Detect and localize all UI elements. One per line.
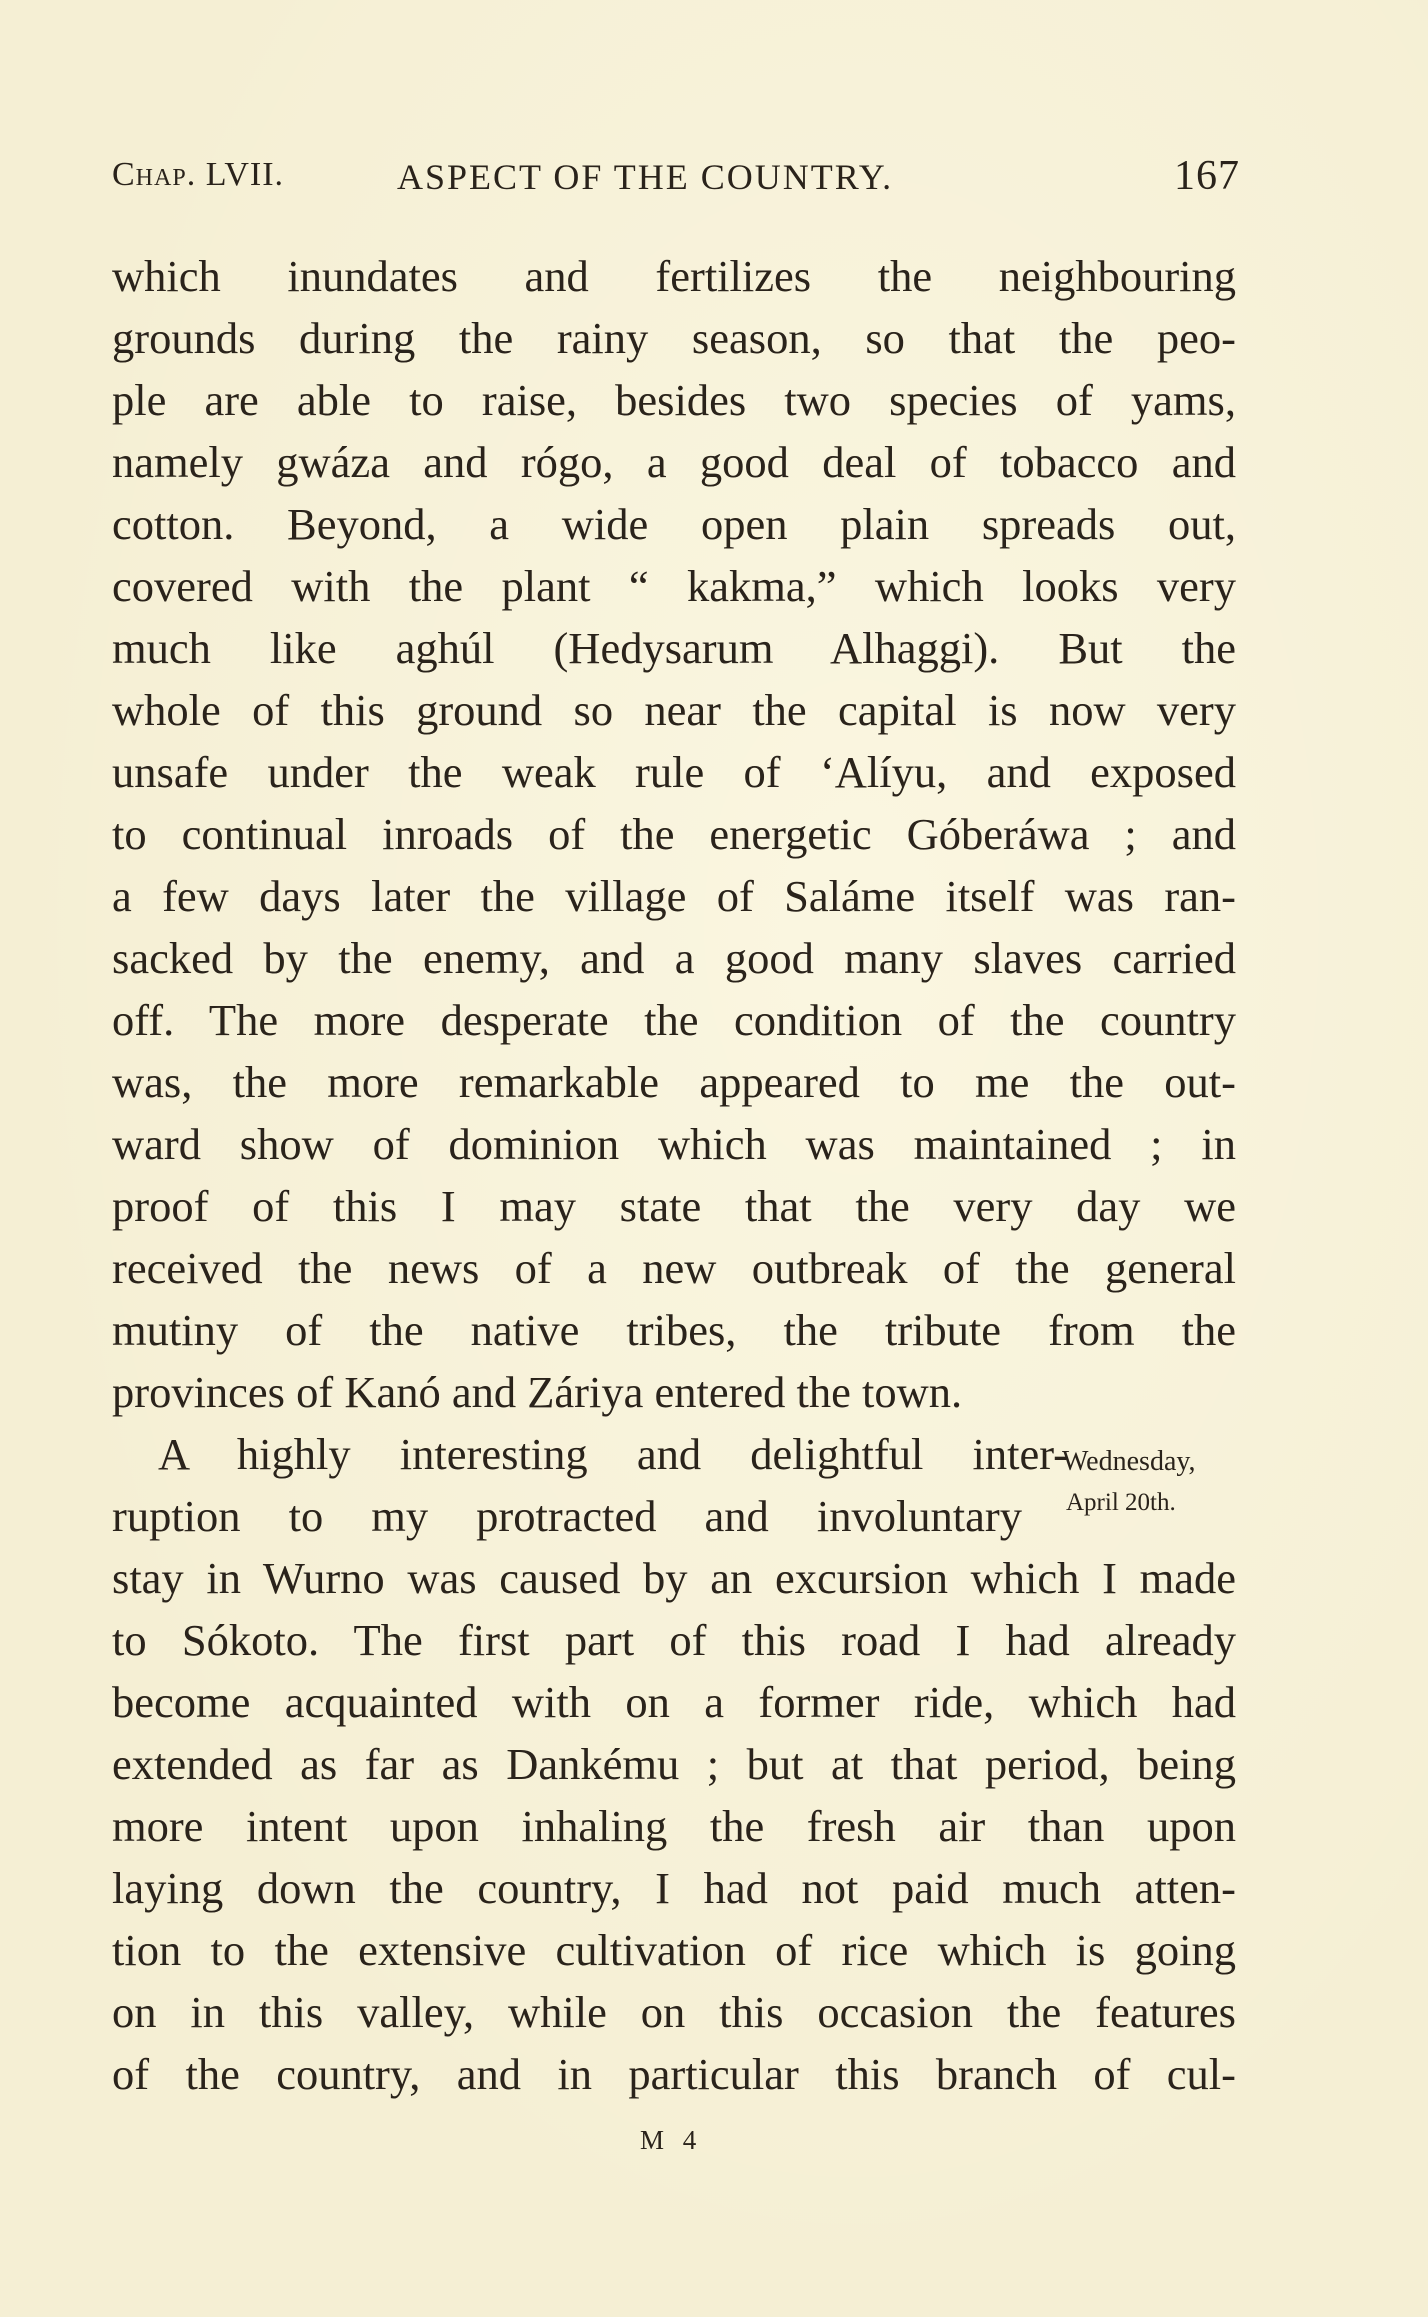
text-line: was, the more remarkable appeared to me the out-: [112, 1057, 1236, 1107]
text-line: mutiny of the native tribes, the tribute from the: [112, 1305, 1236, 1355]
chapter-label: Chap. LVII.: [112, 156, 285, 193]
text-line: received the news of a new outbreak of the general: [112, 1243, 1236, 1293]
text-line: become acquainted with on a former ride, which had: [112, 1677, 1236, 1727]
text-line: much like aghúl (Hedysarum Alhaggi). But the: [112, 623, 1236, 673]
text-line: of the country, and in particular this branch of cul-: [112, 2049, 1236, 2099]
text-line: extended as far as Dankému ; but at that period, being: [112, 1739, 1236, 1789]
margin-note-date: April 20th.: [1066, 1489, 1176, 1516]
text-line: laying down the country, I had not paid much atten-: [112, 1863, 1236, 1913]
page-number: 167: [1174, 153, 1240, 199]
text-line: provinces of Kanó and Záriya entered the town.: [112, 1367, 963, 1417]
text-line: namely gwáza and rógo, a good deal of tobacco and: [112, 437, 1236, 487]
body-text: [112, 245, 1236, 2105]
text-line: cotton. Beyond, a wide open plain spreads out,: [112, 499, 1236, 549]
text-line: stay in Wurno was caused by an excursion which I made: [112, 1553, 1236, 1603]
text-line: whole of this ground so near the capital is now very: [112, 685, 1236, 735]
text-line: tion to the extensive cultivation of rice which is going: [112, 1925, 1236, 1975]
text-line: a few days later the village of Saláme itself was ran-: [112, 871, 1236, 921]
text-line: ruption to my protracted and involuntary: [112, 1491, 1022, 1541]
text-line: to Sókoto. The first part of this road I had already: [112, 1615, 1236, 1665]
text-line: on in this valley, while on this occasion the features: [112, 1987, 1236, 2037]
text-line: grounds during the rainy season, so that the peo-: [112, 313, 1236, 363]
text-line: ward show of dominion which was maintained ; in: [112, 1119, 1236, 1169]
text-line: ple are able to raise, besides two species of yams,: [112, 375, 1236, 425]
running-title: ASPECT OF THE COUNTRY.: [397, 157, 894, 197]
text-line: off. The more desperate the condition of the country: [112, 995, 1236, 1045]
paragraph-start-line: A highly interesting and delightful inter-: [158, 1429, 1068, 1479]
text-line: which inundates and fertilizes the neighbouring: [112, 251, 1236, 301]
text-line: unsafe under the weak rule of ʻAlíyu, and exposed: [112, 747, 1236, 797]
margin-note-day: Wednesday,: [1062, 1446, 1196, 1477]
text-line: covered with the plant “ kakma,” which looks very: [112, 561, 1236, 611]
text-line: proof of this I may state that the very day we: [112, 1181, 1236, 1231]
text-line: to continual inroads of the energetic Góberáwa ; and: [112, 809, 1236, 859]
running-head: [112, 152, 1240, 202]
signature-mark: M 4: [640, 2125, 703, 2155]
text-line: more intent upon inhaling the fresh air than upon: [112, 1801, 1236, 1851]
text-line: sacked by the enemy, and a good many slaves carried: [112, 933, 1236, 983]
